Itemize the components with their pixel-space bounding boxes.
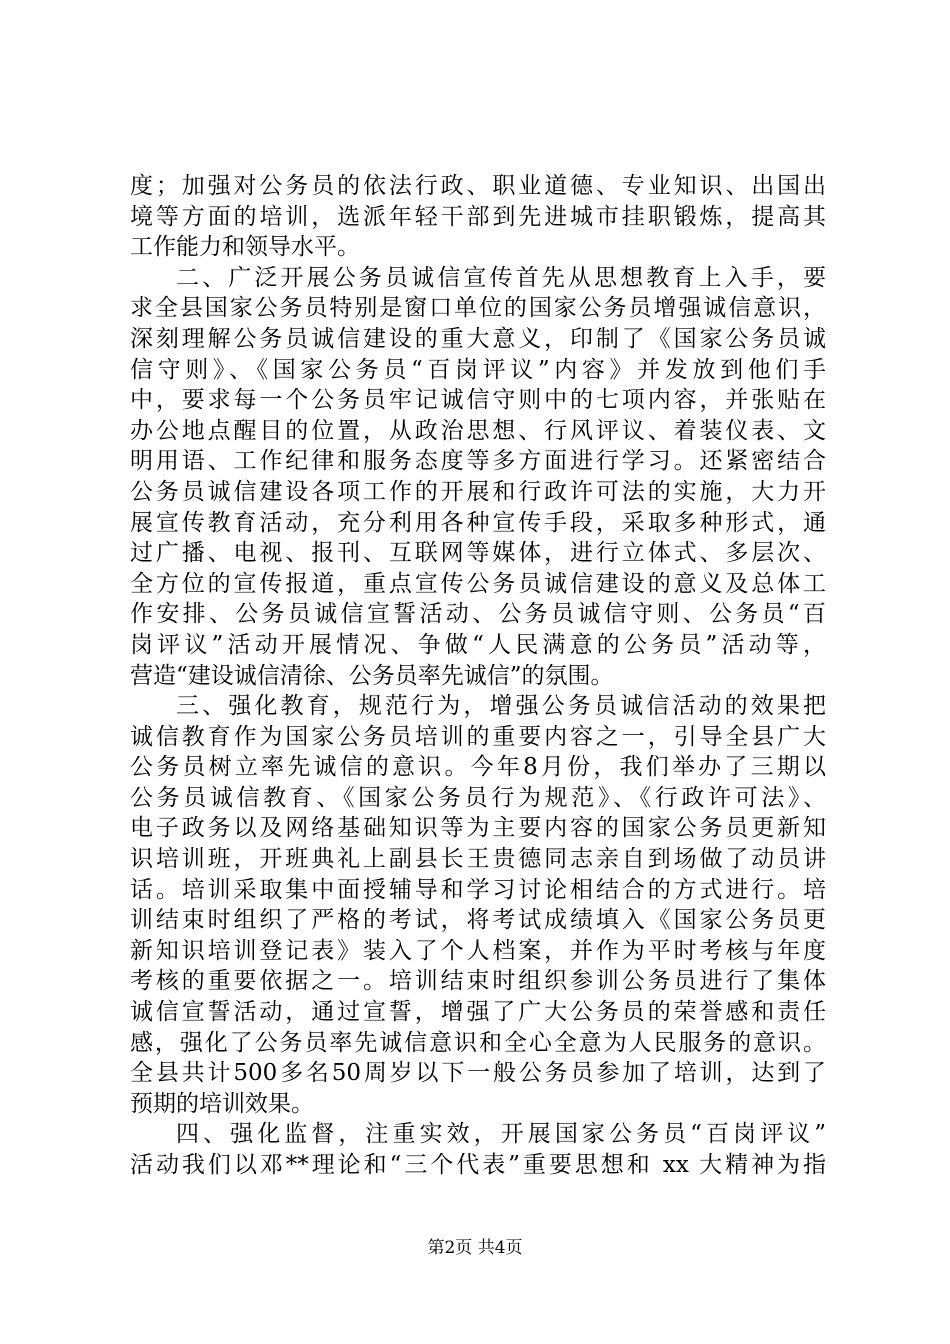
text-line: 度；加强对公务员的依法行政、职业道德、专业知识、出国出: [130, 173, 826, 199]
text-line: 感，强化了公务员率先诚信意识和全心全意为人民服务的意识。: [130, 1029, 826, 1056]
text-line: 四、强化监督，注重实效，开展国家公务员“百岗评议”: [176, 1121, 826, 1148]
text-line: 过广播、电视、报刊、互联网等媒体，进行立体式、多层次、: [130, 540, 826, 567]
text-line: 求全县国家公务员特别是窗口单位的国家公务员增强诚信意识，: [130, 295, 826, 322]
text-line: 中，要求每一个公务员牢记诚信守则中的七项内容，并张贴在: [130, 387, 826, 414]
text-line: 识培训班，开班典礼上副县长王贵德同志亲自到场做了动员讲: [130, 846, 826, 873]
text-line: 岗评议”活动开展情况、争做“人民满意的公务员”活动等，: [130, 631, 826, 658]
document-body: [130, 171, 826, 1181]
text-line: 话。培训采取集中面授辅导和学习讨论相结合的方式进行。培: [130, 876, 826, 903]
text-line: 诚信教育作为国家公务员培训的重要内容之一，引导全县广大: [130, 723, 826, 750]
text-line: 活动我们以邓**理论和“三个代表”重要思想和 xx 大精神为指: [130, 1152, 826, 1178]
text-line: 预期的培训效果。: [130, 1090, 314, 1117]
text-line: 全方位的宣传报道，重点宣传公务员诚信建设的意义及总体工: [130, 570, 826, 597]
text-line: 深刻理解公务员诚信建设的重大意义，印制了《国家公务员诚: [130, 325, 826, 352]
text-line: 公务员诚信建设各项工作的开展和行政许可法的实施，大力开: [130, 478, 826, 505]
text-line: 新知识培训登记表》装入了个人档案，并作为平时考核与年度: [130, 937, 826, 964]
text-line: 全县共计500多名50周岁以下一般公务员参加了培训，达到了: [130, 1060, 826, 1087]
text-line: 电子政务以及网络基础知识等为主要内容的国家公务员更新知: [130, 815, 826, 842]
text-line: 公务员树立率先诚信的意识。今年8月份，我们举办了三期以: [130, 754, 826, 781]
page-footer: 第2页 共4页: [427, 1238, 523, 1258]
text-line: 作安排、公务员诚信宣誓活动、公务员诚信守则、公务员“百: [130, 601, 826, 628]
text-line: 展宣传教育活动，充分利用各种宣传手段，采取多种形式，通: [130, 509, 826, 536]
text-line: 办公地点醒目的位置，从政治思想、行风评议、着装仪表、文: [130, 417, 826, 444]
text-line: 工作能力和领导水平。: [130, 234, 360, 261]
text-line: 二、广泛开展公务员诚信宣传首先从思想教育上入手，要: [176, 264, 826, 291]
text-line: 诚信宣誓活动，通过宣誓，增强了广大公务员的荣誉感和责任: [130, 999, 826, 1026]
text-line: 明用语、工作纪律和服务态度等多方面进行学习。还紧密结合: [130, 448, 826, 475]
text-line: 境等方面的培训，选派年轻干部到先进城市挂职锻炼，提高其: [130, 203, 826, 230]
text-line: 三、强化教育，规范行为，增强公务员诚信活动的效果把: [176, 693, 826, 720]
text-line: 训结束时组织了严格的考试，将考试成绩填入《国家公务员更: [130, 907, 826, 934]
text-line: 考核的重要依据之一。培训结束时组织参训公务员进行了集体: [130, 968, 826, 995]
text-line: 公务员诚信教育、《国家公务员行为规范》、《行政许可法》、: [130, 784, 826, 811]
text-line: 信守则》、《国家公务员“百岗评议”内容》并发放到他们手: [130, 356, 826, 383]
text-line: 营造“建设诚信清徐、公务员率先诚信”的氛围。: [130, 662, 614, 689]
